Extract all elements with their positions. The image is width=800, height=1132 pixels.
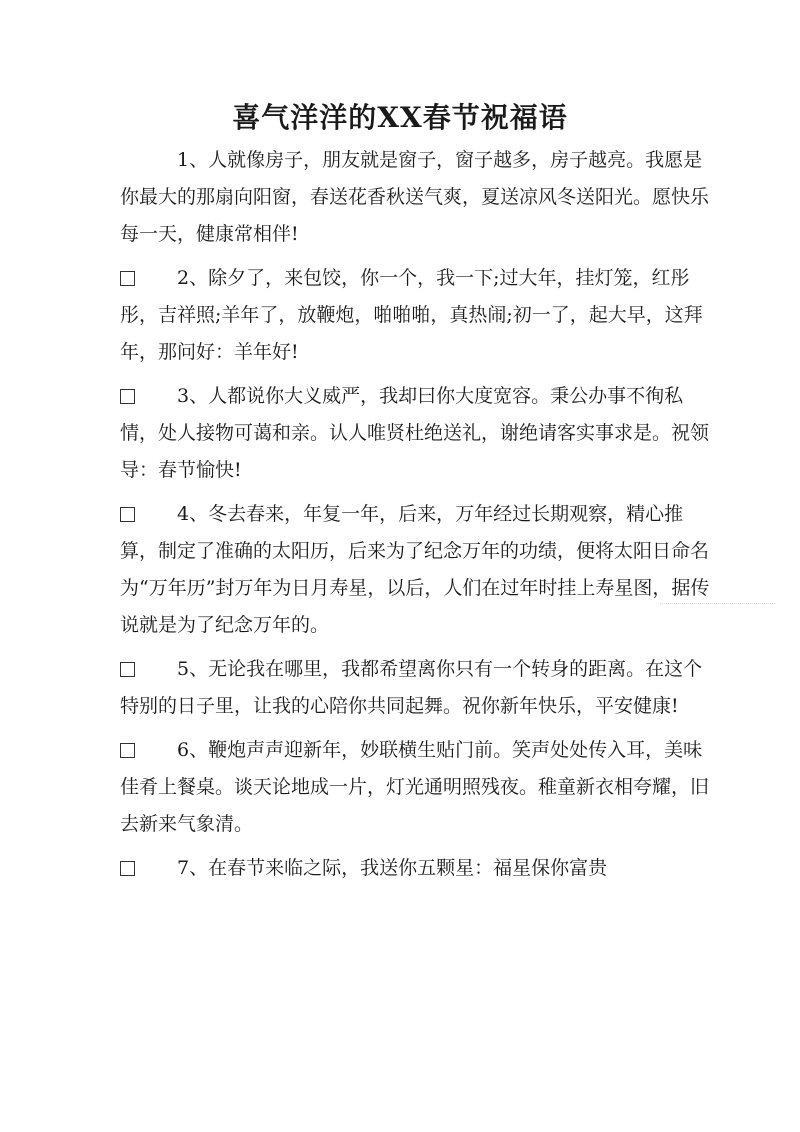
page-title: 喜气洋洋的XX春节祝福语 — [232, 101, 568, 134]
paragraph-text: 5、无论我在哪里，我都希望离你只有一个转身的距离。在这个特别的日子里，让我的心陪你共同起舞。祝你新年快乐，平安健康! — [120, 658, 703, 717]
paragraph-6 — [120, 732, 710, 843]
document-body — [120, 142, 710, 894]
checkbox-icon[interactable] — [120, 507, 135, 522]
checkbox-icon[interactable] — [120, 389, 135, 404]
checkbox-icon[interactable] — [120, 271, 135, 286]
paragraph-text: 1、人就像房子，朋友就是窗子，窗子越多，房子越亮。我愿是你最大的那扇向阳窗，春送花香秋送气爽，夏送凉风冬送阳光。愿快乐每一天，健康常相伴! — [120, 149, 710, 245]
paragraph-text: 6、鞭炮声声迎新年，妙联横生贴门前。笑声处处传入耳，美味佳肴上餐桌。谈天论地成一片，灯光通明照残夜。稚童新衣相夸耀，旧去新来气象清。 — [120, 739, 710, 835]
checkbox-icon[interactable] — [120, 662, 135, 677]
checkbox-icon[interactable] — [120, 743, 135, 758]
paragraph-4 — [120, 496, 710, 644]
paragraph-text: 7、在春节来临之际，我送你五颗星：福星保你富贵 — [177, 857, 608, 879]
paragraph-5 — [120, 651, 710, 725]
paragraph-7 — [120, 850, 710, 887]
paragraph-2 — [120, 260, 710, 371]
paragraph-text: 2、除夕了，来包饺，你一个，我一下;过大年，挂灯笼，红彤彤，吉祥照;羊年了，放鞭炮，啪啪啪，真热闹;初一了，起大早，这拜年，那问好：羊年好! — [120, 267, 703, 363]
checkbox-icon[interactable] — [120, 861, 135, 876]
paragraph-1 — [120, 142, 710, 253]
dotted-divider — [660, 603, 775, 604]
paragraph-3 — [120, 378, 710, 489]
paragraph-text: 4、冬去春来，年复一年，后来，万年经过长期观察，精心推算，制定了准确的太阳历，后来为了纪念万年的功绩，便将太阳日命名为“万年历”封万年为日月寿星，以后，人们在过年时挂上寿星图，据传说就是为了纪念万年的。 — [120, 503, 710, 636]
paragraph-text: 3、人都说你大义威严，我却曰你大度宽容。秉公办事不徇私情，处人接物可蔼和亲。认人唯贤杜绝送礼，谢绝请客实事求是。祝领导：春节愉快! — [120, 385, 710, 481]
